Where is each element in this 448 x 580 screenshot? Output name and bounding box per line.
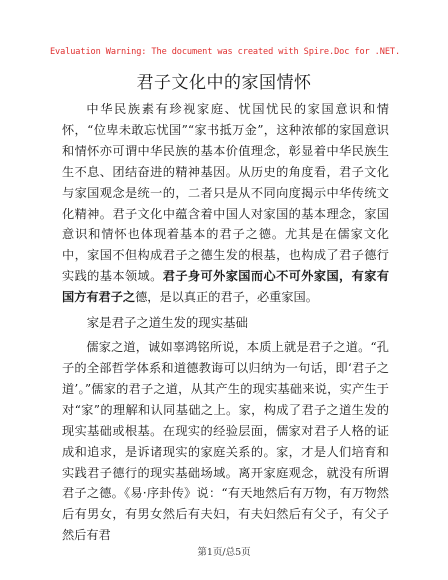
section-heading: 家是君子之道生发的现实基础 [86, 315, 248, 331]
paragraph-2: 儒家之道，诚如辜鸿铭所说，本质上就是君子之道。“孔子的全部哲学体系和道德教诲可以归纳为一句话，即‘君子之道’。”儒家的君子之道，从其产生的现实基础来说，实产生于对“家”的理解和认同基础之上。家，构成了君子之道生发的现实基础或根基。在现实的经验层面，儒家对君子人格的证成和追求，是诉诸现实的家庭关系的。家，才是人们培育和实践君子德行的现实基础场域。离开家庭观念，就没有所谓君子之德。《易·序卦传》说：“有天地然后有万物，有万物然后有男女，有男女然后有夫妇，有夫妇然后有父子，有父子然后有君 [62, 340, 389, 543]
page-footer: 第1页/总5页 [197, 547, 251, 558]
paragraph-1-text: 中华民族素有珍视家庭、忧国忧民的家国意识和情怀，“位卑未敢忘忧国”“家书抵万金”，这种浓郁的家国意识和情怀亦可谓中华民族的基本价值理念，彰显着中华民族生生不息、团结奋进的精神基因。从历史的角度看，君子文化与家国观念是统一的，二者只是从不同向度揭示中华传统文化精神。君子文化中蕴含着中国人对家国的基本理念，家国意识和情怀也体现着基本的君子之德。尤其是在儒家文化中，家国不但构成君子之德生发的根基，也构成了君子德行实践的基本领域。 [62, 102, 389, 284]
paragraph-1-bold-comma: ， [339, 269, 352, 284]
paragraph-1 [62, 99, 389, 308]
paragraph-1-bold-2: 有家有国方有君子之 [62, 269, 390, 305]
document-title: 君子文化中的家国情怀 [136, 73, 312, 93]
evaluation-warning: Evaluation Warning: The document was created with Spire.Doc for .NET. [49, 47, 401, 57]
paragraph-1-bold: 君子身可外家国而心不可外家国 [162, 269, 340, 284]
document-body [62, 99, 389, 546]
paragraph-1-end: 德，是以真正的君子，必重家国。 [135, 290, 318, 305]
